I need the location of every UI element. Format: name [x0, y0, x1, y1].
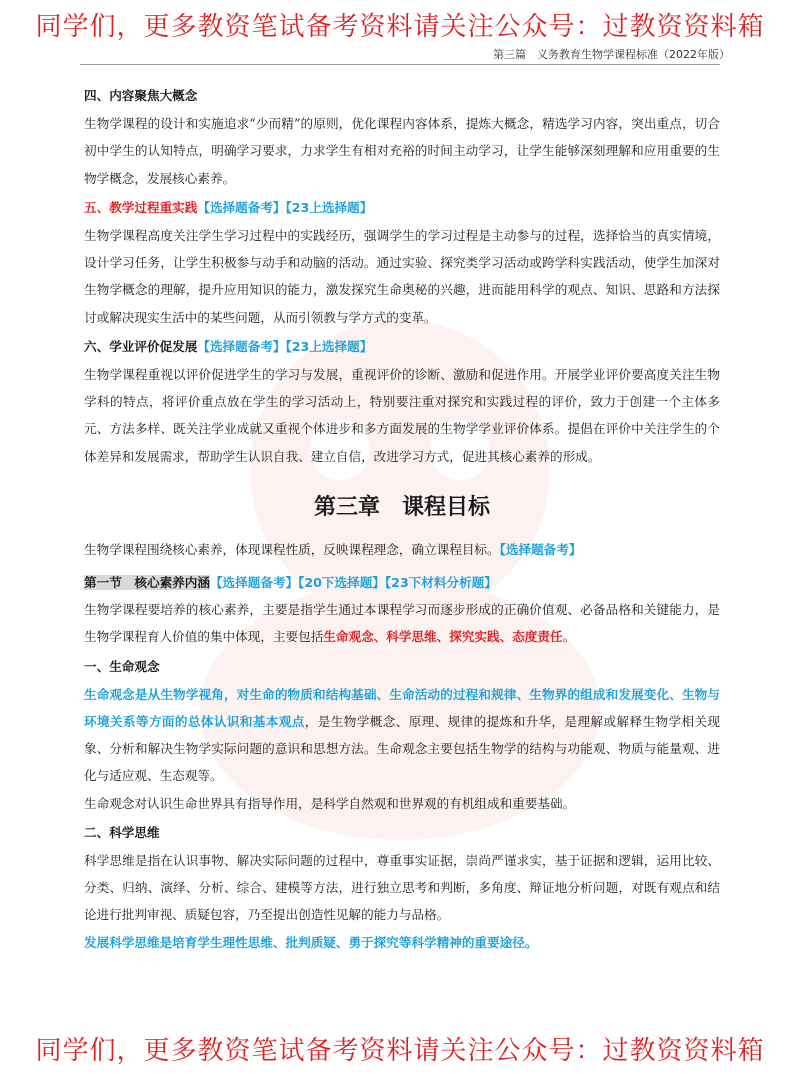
subsection-1-p2: 生命观念对认识生命世界具有指导作用，是科学自然观和世界观的有机组成和重要基础。	[84, 795, 576, 811]
chapter-intro	[84, 536, 720, 563]
running-header: 第三篇 义务教育生物学课程标准（2022年版）	[493, 48, 730, 61]
header-divider	[80, 64, 720, 65]
subsection-2-title: 二、科学思维	[84, 824, 160, 840]
page-content	[84, 80, 720, 956]
section-1-body-highlight: 生命观念、科学思维、探究实践、态度责任	[323, 629, 563, 645]
promo-banner-top: 同学们，更多教资笔试备考资料请关注公众号：过教资资料箱	[35, 12, 765, 42]
section-5-tags: 【选择题备考】【23上选择题】	[197, 199, 373, 215]
section-4-title: 四、内容聚焦大概念	[84, 88, 198, 103]
section-5-title: 五、教学过程重实践	[84, 199, 198, 215]
section-1-tags: 【选择题备考】【20下选择题】【23下材料分析题】	[209, 575, 497, 591]
section-5-body: 生物学课程高度关注学生学习过程中的实践经历，强调学生的学习过程是主动参与的过程，选择恰当的真实情境，设计学习任务，让学生积极参与动手和动脑的活动。通过实验、探究类学习活动或跨学科实践活动，使学生加深对生物学概念的理解，提升应用知识的能力，激发探究生命奥秘的兴趣，进而能用科学的观点、知识、思路和方法探讨或解决现实生活中的某些问题，从而引领教与学方式的变革。	[84, 228, 720, 325]
section-6-body: 生物学课程重视以评价促进学生的学习与发展，重视评价的诊断、激励和促进作用。开展学业评价要高度关注生物学科的特点，将评价重点放在学生的学习活动上，特别要注重对探究和实践过程的评价，致力于创建一个主体多元、方法多样、既关注学业成就又重视个体进步和多方面发展的生物学学业评价体系。提倡在评价中关注学生的个体差异和发展需求，帮助学生认识自我、建立自信，改进学习方式，促进其核心素养的形成。	[84, 367, 720, 464]
section-1-heading	[84, 569, 720, 596]
promo-banner-bottom: 同学们，更多教资笔试备考资料请关注公众号：过教资资料箱	[35, 1036, 765, 1066]
subsection-1-body	[84, 681, 720, 790]
section-5-heading	[84, 194, 720, 221]
section-1-title: 第一节 核心素养内涵	[84, 575, 210, 591]
subsection-1-definition: 生命观念是从生物学视角，对生命的物质和结构基础、生命活动的过程和规律、生物界的组成和发展变化、生物与环境关系等方面的总体认识和基本观点	[84, 686, 720, 730]
chapter-title: 第三章 课程目标	[313, 494, 490, 520]
section-1-body-pre: 生物学课程要培养的核心素养，主要是指学生通过本课程学习而逐步形成的正确价值观、必备品格和关键能力，是生物学课程育人价值的集中体现，主要包括	[84, 602, 720, 645]
section-6-heading	[84, 333, 720, 360]
section-1-body	[84, 596, 720, 650]
subsection-1-title: 一、生命观念	[84, 658, 160, 674]
section-1-body-post: 。	[562, 629, 576, 645]
section-6-tags: 【选择题备考】【23上选择题】	[197, 338, 373, 354]
subsection-2-body: 科学思维是指在认识事物、解决实际问题的过程中，尊重事实证据，崇尚严谨求实，基于证据和逻辑，运用比较、分类、归纳、演绎、分析、综合、建模等方法，进行独立思考和判断，多角度、辩证地分析问题，对既有观点和结论进行批判审视、质疑包容，乃至提出创造性见解的能力与品格。	[84, 853, 720, 923]
subsection-2-highlight: 发展科学思维是培育学生理性思维、批判质疑、勇于探究等科学精神的重要途径。	[84, 934, 538, 950]
chapter-intro-text: 生物学课程围绕核心素养，体现课程性质，反映课程理念，确立课程目标。	[84, 541, 500, 557]
chapter-intro-tag: 【选择题备考】	[499, 541, 582, 557]
section-4-body: 生物学课程的设计和实施追求“少而精”的原则，优化课程内容体系，提炼大概念，精选学习内容，突出重点，切合初中学生的认知特点，明确学习要求，力求学生有相对充裕的时间主动学习，让学生能够深刻理解和应用重要的生物学概念，发展核心素养。	[84, 116, 720, 186]
section-6-title: 六、学业评价促发展	[84, 338, 198, 354]
subsection-1-rest: ，是生物学概念、原理、规律的提炼和升华，是理解或解释生物学相关现象、分析和解决生物学实际问题的意识和思想方法。生命观念主要包括生物学的结构与功能观、物质与能量观、进化与适应观、生态观等。	[84, 714, 721, 784]
